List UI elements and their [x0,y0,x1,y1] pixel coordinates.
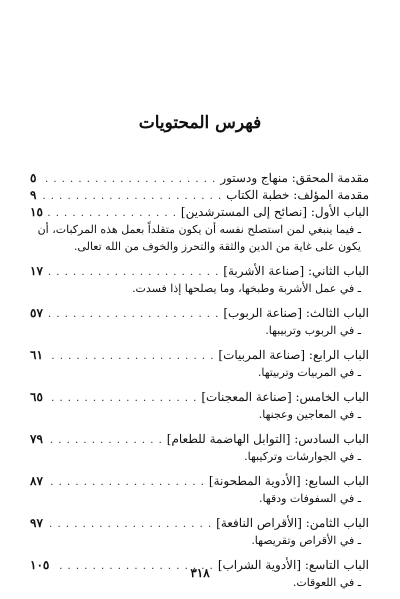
toc-entry [30,170,369,187]
toc-entry-description: ـ في المربيات وتربيتها. [257,366,361,379]
toc-entry [30,473,369,507]
toc-entry-description: ـ في المعاجين وعجنها. [258,408,361,421]
toc-entry-page: ٥٧ [30,306,43,320]
toc-entry [30,515,369,549]
toc-entry-description: ـ في الأقراص وتقريصها. [251,534,361,547]
toc-entry-label: مقدمة المؤلف: خطبة الكتاب [226,188,369,202]
toc-entry-label: الباب الثامن: [الأقراص النافعة] [216,516,369,530]
toc-entry-label: الباب الثاني: [صناعة الأشربة] [223,264,369,278]
toc-entry-label: الباب الأول: [نصائح إلى المسترشدين] [180,205,369,219]
toc-entry [30,431,369,465]
toc-entry [30,389,369,423]
toc-entry-page: ٧٩ [30,432,43,446]
toc-entry [30,347,369,381]
toc-entry-page: ٦٥ [30,390,43,404]
toc-entry-label: الباب الخامس: [صناعة المعجنات] [201,390,369,404]
toc-entry-page: ١٠٥ [30,558,50,572]
toc-entry-page: ٥ [30,171,37,185]
toc-entry-label: الباب الثالث: [صناعة الربوب] [223,306,369,320]
toc-entry-description: ـ في الجوارشات وتركيبها. [244,450,361,463]
dot-leader [47,390,197,407]
dot-leader [47,306,219,323]
toc-entry-label: الباب الرابع: [صناعة المربيات] [218,348,369,362]
toc-entry-page: ١٥ [30,205,43,219]
dot-leader [47,348,215,365]
toc-entry-page: ١٧ [30,264,43,278]
toc-entry-description: ـ في اللعوقات. [292,576,361,589]
toc-entry-page: ٩٧ [30,516,43,530]
dot-leader [47,474,205,491]
dot-leader [47,205,177,222]
toc-entry [30,263,369,297]
toc-entry [30,187,369,204]
toc-entry-description: ـ في السفوفات ودقها. [259,492,361,505]
toc-entry-description: ـ في الربوب وتربيبها. [265,324,361,337]
toc-entry-page: ٩ [30,188,37,202]
toc-entry-description: ـ في عمل الأشربة وطبخها، وما يصلحها إذا فسدت. [132,282,361,295]
dot-leader [40,188,222,205]
dot-leader [40,171,216,188]
toc-entry [30,305,369,339]
toc-entry-label: الباب السادس: [التوابل الهاضمة للطعام] [166,432,369,446]
dot-leader [47,432,163,449]
page-title: فهرس المحتويات [138,113,262,133]
toc-entry [30,204,369,255]
toc-entry-page: ٦١ [30,348,43,362]
toc-entry-label: الباب السابع: [الأدوية المطحونة] [208,474,369,488]
toc-entry-label: الباب التاسع: [الأدوية الشراب] [217,558,369,572]
toc-entry-label: مقدمة المحقق: منهاج ودستور [220,171,369,185]
toc-list [30,170,369,591]
toc-entry-description: ـ فيما ينبغي لمن استصلح نفسه أن يكون متقلداً بعمل هذه المركبات، أن يكون على غاية من الدين والثقة والتحرز والخوف من الله تعالى. [37,223,361,253]
toc-entry-page: ٨٧ [30,474,43,488]
dot-leader [47,264,219,281]
page-number: ٣١٨ [190,566,210,580]
dot-leader [47,516,212,533]
